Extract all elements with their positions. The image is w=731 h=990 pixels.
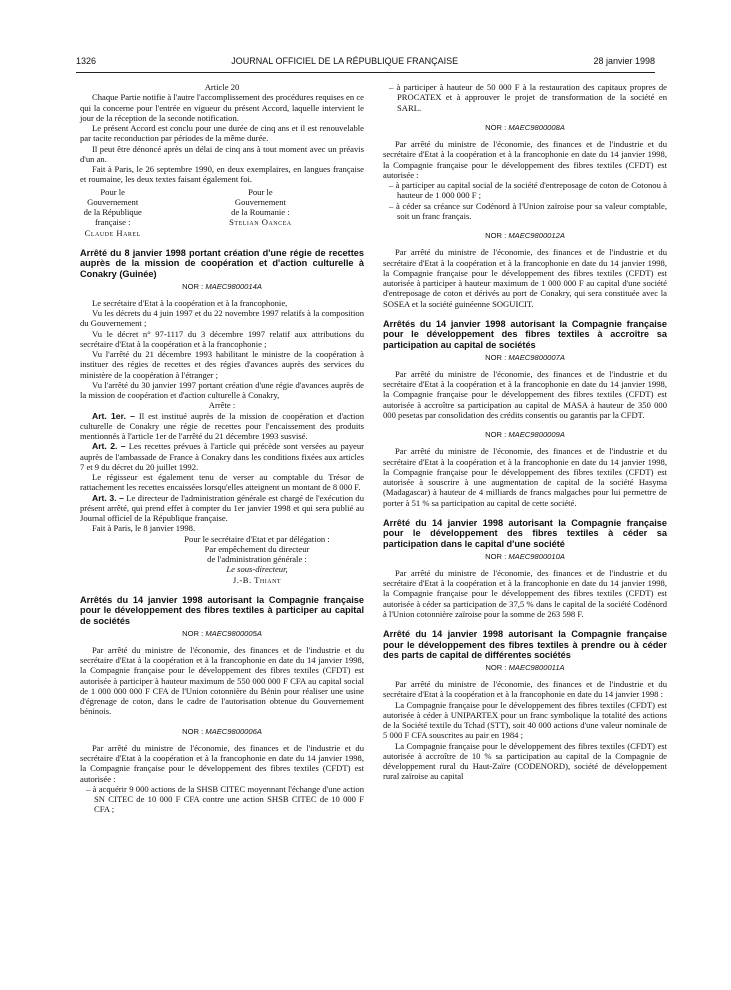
signature-line: Par empêchement du directeur	[204, 543, 310, 554]
left-column	[80, 82, 364, 815]
paragraph: Le secrétaire d'Etat à la coopération et à la francophonie,	[92, 297, 288, 308]
paragraph: Par arrêté du ministre de l'économie, des finances et de l'industrie et du secrétaire d'Etat à la coopération et à la francophonie en date du 14 janvier 1998, la Compagnie française pour le développement des fibres textiles (CFDT) est autorisée à participer à hauteur maximum de 1 000 000 F au capital d'une société d'entreposage de coton et dérivés au port de Conakry, qui sera constituée avec la SOSEA et la société guinéenne SOGUICIT.	[383, 247, 667, 309]
paragraph: Par arrêté du ministre de l'économie, des finances et de l'industrie et du secrétaire d'Etat à la coopération et à la francophonie en date du 14 janvier 1998, la Compagnie française pour le développement des fibres textiles (CFDT) est autorisée :	[383, 139, 667, 180]
paragraph: Chaque Partie notifie à l'autre l'accomplissement des procédures requises en ce qui la concerne pour l'entrée en vigueur du présent Accord, laquelle intervient le jour de la réception de la seconde notification.	[80, 92, 364, 123]
nor-reference: NOR : MAEC9800005A	[182, 628, 262, 638]
signatory-name: Claude Harel	[84, 227, 141, 238]
signatory-name: Stelian Oancea	[229, 217, 292, 228]
article-paragraph: Art. 2. – Les recettes prévues à l'article qui précède sont versées au payeur auprès de l'ambassade de France à Conakry dans les conditions fixées aux articles 7 et 9 du décret du 20 juillet 1992.	[80, 441, 364, 472]
signature-line: Pour le Gouvernement	[87, 186, 139, 207]
paragraph: Par arrêté du ministre de l'économie, des finances et de l'industrie et du secrétaire d'Etat à la coopération et à la francophonie en date du 14 janvier 1998, la Compagnie française pour le développement des fibres textiles (CFDT) est autorisée à souscrire à une augmentation de capital de la société Hasyma (Madagascar) à hauteur de 4 milliards de francs malgaches pour lui permettre de porter à 51 % sa participation au capital de cette société.	[383, 446, 667, 508]
section-title: Arrêté du 8 janvier 1998 portant création d'une régie de recettes auprès de la mission de coopération et d'action culturelle à Conakry (Guinée)	[80, 247, 364, 279]
signature-france	[80, 187, 216, 238]
paragraph: Vu les décrets du 4 juin 1997 et du 22 novembre 1997 relatifs à la composition du Gouvernement ;	[80, 308, 364, 329]
article-paragraph: Art. 3. – Le directeur de l'administration générale est chargé de l'exécution du présent arrêté, qui prend effet à compter du 1er janvier 1998 et qui sera publié au Journal officiel de la République française.	[80, 492, 364, 524]
nor-reference: NOR : MAEC9800014A	[182, 281, 262, 291]
paragraph: Fait à Paris, le 8 janvier 1998.	[92, 523, 196, 534]
nor-reference: NOR : MAEC9800009A	[485, 430, 565, 440]
page-number: 1326	[76, 56, 97, 66]
paragraph: Vu l'arrêté du 30 janvier 1997 portant création d'une régie d'avances auprès de la mission de coopération et d'action culturelle à Conakry,	[80, 379, 364, 401]
page-header	[76, 56, 655, 70]
nor-reference: NOR : MAEC9800011A	[485, 662, 565, 672]
paragraph: Par arrêté du ministre de l'économie, des finances et de l'industrie et du secrétaire d'Etat à la coopération et à la francophonie en date du 14 janvier 1998, la Compagnie française pour le développement des fibres textiles (CFDT) est autorisée à participer à hauteur maximum de 550 000 000 F CFA au capital social de 1 000 000 000 F CFA de l'Union cotonnière du Bénin pour réaliser une usine d'égrenage de coton, dans le cadre de l'autorisation obtenue du Gouvernement béninois.	[80, 644, 364, 717]
nor-reference: NOR : MAEC9800012A	[485, 231, 565, 240]
paragraph: Par arrêté du ministre de l'économie, des finances et de l'industrie et du secrétaire d'Etat à la coopération et à la francophonie en date du 14 janvier 1998, la Compagnie française pour le développement des fibres textiles (CFDT) est autorisée :	[80, 742, 364, 784]
paragraph: Vu le décret n° 97-1117 du 3 décembre 1997 relatif aux attributions du secrétaire d'Etat à la coopération et à la francophonie ;	[80, 328, 364, 349]
section-title: Arrêtés du 14 janvier 1998 autorisant la Compagnie française pour le développement des fibres textiles à participer au capital de sociétés	[80, 594, 364, 626]
journal-title: JOURNAL OFFICIEL DE LA RÉPUBLIQUE FRANÇAISE	[231, 56, 459, 66]
section-title: Arrêté du 14 janvier 1998 autorisant la Compagnie française pour le développement des fibres textiles à céder sa participation dans le capital d'une société	[383, 517, 667, 549]
arrete-word: Arrête :	[208, 400, 236, 411]
section-title: Arrêtés du 14 janvier 1998 autorisant la Compagnie française pour le développement des fibres textiles à accroître sa participation au capital de sociétés	[383, 318, 667, 350]
paragraph: Fait à Paris, le 26 septembre 1990, en deux exemplaires, en langues française et roumaine, les deux textes faisant également foi.	[80, 164, 364, 185]
signature-line: Pour le secrétaire d'Etat et par délégation :	[184, 533, 330, 544]
article-paragraph: Art. 1er. – Il est institué auprès de la mission de coopération et d'action culturelle de Conakry une régie de recettes pour l'encaissement des produits mentionnés à l'article 1er de l'arrêté du 21 décembre 1993 susvisé.	[80, 410, 365, 442]
nor-reference: NOR : MAEC9800010A	[485, 551, 565, 561]
nor-reference: NOR : MAEC9800008A	[485, 122, 565, 132]
paragraph: La Compagnie française pour le développement des fibres textiles (CFDT) est autorisée à accroître de 10 % sa participation au capital de la Compagnie de développement rural du Haut-Zaïre (CODENORD), société de développement rural zaïroise au capital	[383, 740, 667, 782]
signature-line: de la Roumanie :	[231, 207, 290, 217]
paragraph: Le présent Accord est conclu pour une durée de cinq ans et il est renouvelable par tacite reconduction par périodes de la même durée.	[80, 123, 364, 144]
signature-line: de l'administration générale :	[207, 554, 307, 565]
paragraph: Par arrêté du ministre de l'économie, des finances et de l'industrie et du secrétaire d'Etat à la coopération et à la francophonie en date du 14 janvier 1998, la Compagnie française pour le développement des fibres textiles (CFDT) est autorisée à céder sa participation de 37,5 % dans le capital de la société Codénord à l'Union cotonnière zaïroise pour la somme de 263 598 F.	[383, 567, 667, 619]
signature-row	[80, 187, 364, 238]
paragraph: Il peut être dénoncé après un délai de cinq ans à tout moment avec un préavis d'un an.	[80, 143, 364, 164]
paragraph: Vu l'arrêté du 21 décembre 1993 habilitant le ministre de la coopération à instituer des régies de recettes et des régies d'avances auprès des services du ministère de la coopération à l'étranger ;	[80, 349, 364, 380]
paragraph: Le régisseur est également tenu de verser au comptable du Trésor de rattachement les recettes encaissées lorsqu'elles atteignent un montant de 8 000 F.	[80, 472, 364, 493]
header-rule	[76, 72, 655, 73]
paragraph: Par arrêté du ministre de l'économie, des finances et de l'industrie et du secrétaire d'Etat à la coopération et à la francophonie en date du 14 janvier 1998, la Compagnie française pour le développement des fibres textiles (CFDT) est autorisée à accroître sa participation au capital de MASA à hauteur de 350 000 000 pesetas par consolidation des crédits consentis ou garantis par la CFDT.	[383, 368, 667, 420]
list-item: – à acquérir 9 000 actions de la SHSB CITEC moyennant l'échange d'une action SN CITEC de 10 000 F CFA contre une action SHSB CITEC de 10 000 F CFA ;	[86, 783, 364, 815]
signature-line: Le sous-directeur,	[226, 564, 288, 575]
signature-romania	[228, 187, 364, 238]
paragraph: La Compagnie française pour le développement des fibres textiles (CFDT) est autorisée à céder à UNIPARTEX pour un franc symbolique la totalité des actions de la Société textile du Tchad (STT), soit 40 000 actions d'une valeur nominale de 5 000 F CFA souscrites au pair en 1984 ;	[383, 699, 667, 741]
nor-reference: NOR : MAEC9800006A	[182, 726, 262, 736]
paragraph: Par arrêté du ministre de l'économie, des finances et de l'industrie et du secrétaire d'Etat à la coopération et à la francophonie en date du 14 janvier 1998 :	[383, 679, 667, 700]
nor-reference: NOR : MAEC9800007A	[485, 352, 565, 362]
issue-date: 28 janvier 1998	[593, 56, 655, 66]
article-20-heading: Article 20	[204, 82, 240, 92]
signature-block	[80, 534, 364, 585]
list-item: – à céder sa créance sur Codénord à l'Union zaïroise pour sa valeur comptable, soit un franc français.	[389, 200, 667, 221]
signature-line: Pour le Gouvernement	[234, 186, 286, 207]
signature-line: de la République française :	[83, 207, 142, 228]
list-item: – à participer au capital social de la société d'entreposage de coton de Cotonou à hauteur de 1 000 000 F ;	[389, 180, 667, 201]
signatory-name: J.-B. Thiant	[232, 574, 282, 585]
list-item: – à participer à hauteur de 50 000 F à la restauration des capitaux propres de PROCATEX et à approuver le projet de transformation de la société en SARL.	[389, 82, 667, 113]
right-column	[383, 82, 667, 782]
section-title: Arrêté du 14 janvier 1998 autorisant la Compagnie française pour le développement des fibres textiles à prendre ou à céder des parts de capital de différentes sociétés	[383, 629, 667, 661]
